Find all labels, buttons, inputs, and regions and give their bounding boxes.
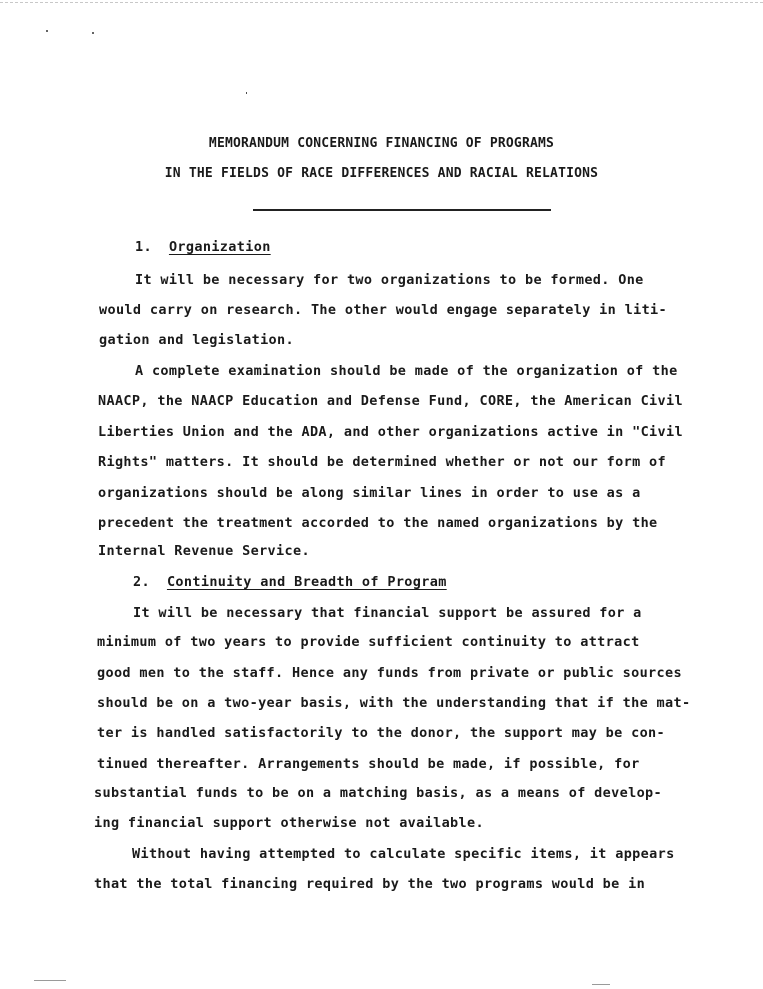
body-line: tinued thereafter. Arrangements should be made, if possible, for (97, 756, 640, 772)
section-2-heading (133, 574, 447, 590)
body-line: minimum of two years to provide sufficient continuity to attract (97, 634, 640, 650)
section-2-number: 2. (133, 574, 150, 590)
body-line: Rights" matters. It should be determined whether or not our form of (98, 454, 667, 470)
section-1-number: 1. (135, 239, 152, 255)
body-line: precedent the treatment accorded to the named organizations by the (98, 515, 658, 531)
body-line: would carry on research. The other would engage separately in liti- (99, 302, 668, 318)
page-top-edge (0, 2, 763, 3)
body-line: gation and legislation. (99, 332, 294, 348)
memo-title-line-2: IN THE FIELDS OF RACE DIFFERENCES AND RACIAL RELATIONS (164, 166, 599, 181)
body-line: should be on a two-year basis, with the understanding that if the mat- (97, 695, 691, 711)
body-line: that the total financing required by the two programs would be in (94, 876, 646, 892)
body-line: NAACP, the NAACP Education and Defense Fund, CORE, the American Civil (98, 393, 683, 409)
section-2-title: Continuity and Breadth of Program (166, 574, 447, 590)
scan-speck (46, 30, 48, 32)
scan-speck (92, 32, 94, 34)
body-line: organizations should be along similar lines in order to use as a (98, 485, 641, 501)
title-divider (253, 209, 551, 211)
body-line: It will be necessary for two organizations to be formed. One (135, 272, 644, 288)
body-line: substantial funds to be on a matching basis, as a means of develop- (94, 785, 663, 801)
body-line: ter is handled satisfactorily to the donor, the support may be con- (97, 725, 666, 741)
footer-mark (34, 980, 66, 981)
body-line: Without having attempted to calculate specific items, it appears (132, 846, 675, 862)
section-1-title: Organization (168, 239, 271, 255)
body-line: Internal Revenue Service. (98, 543, 310, 559)
memo-title-line-1: MEMORANDUM CONCERNING FINANCING OF PROGRAMS (208, 136, 555, 151)
footer-mark (592, 984, 610, 985)
body-line: Liberties Union and the ADA, and other organizations active in "Civil (98, 424, 683, 440)
body-line: It will be necessary that financial support be assured for a (133, 605, 642, 621)
body-line: ing financial support otherwise not available. (94, 815, 484, 831)
scan-speck (246, 92, 247, 94)
section-1-heading (135, 239, 271, 255)
body-line: A complete examination should be made of the organization of the (135, 363, 678, 379)
body-line: good men to the staff. Hence any funds from private or public sources (97, 665, 682, 681)
